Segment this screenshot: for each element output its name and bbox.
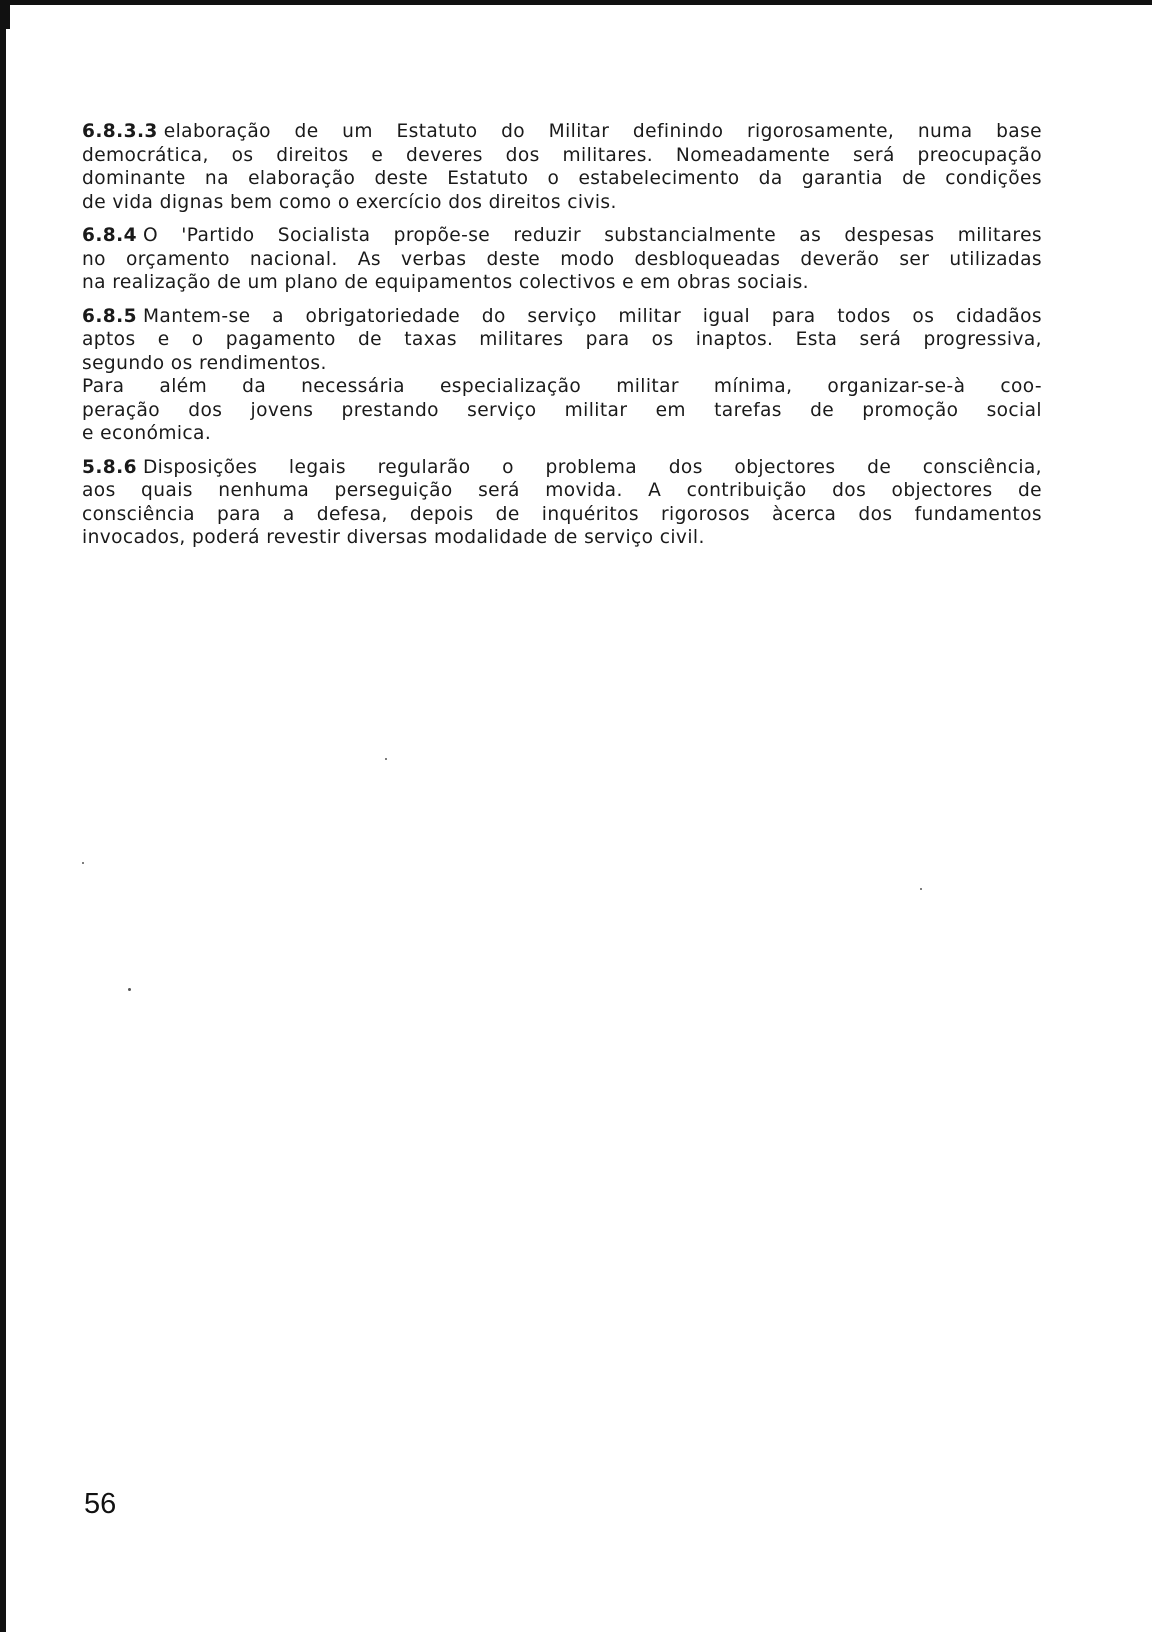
section-text-line: Mantem-se a obrigatoriedade do serviço militar igual para todos os cidadãos xyxy=(142,305,1042,327)
scan-speck xyxy=(128,988,131,991)
scan-speck xyxy=(920,888,922,890)
section-6-8-4 xyxy=(82,224,1042,295)
section-text-line: dominante na elaboração deste Estatuto o estabelecimento da garantia de condições xyxy=(82,168,1042,189)
section-text-line: invocados, poderá revestir diversas modalidade de serviço civil. xyxy=(82,527,705,548)
section-text-line: consciência para a defesa, depois de inquéritos rigorosos àcerca dos fundamentos xyxy=(82,503,1042,525)
section-text-line: aos quais nenhuma perseguição será movida. A contribuição dos objectores de xyxy=(82,480,1042,501)
scan-speck xyxy=(82,862,84,864)
section-number: 6.8.4 xyxy=(82,225,137,246)
section-number: 6.8.3.3 xyxy=(82,121,158,142)
section-text-line: e económica. xyxy=(82,423,212,444)
section-6-8-3-3 xyxy=(82,120,1042,214)
section-number: 6.8.5 xyxy=(82,305,137,327)
section-text-line: segundo os rendimentos. xyxy=(82,352,327,374)
document-body xyxy=(82,120,1042,560)
section-text-line: peração dos jovens prestando serviço militar em tarefas de promoção social xyxy=(82,399,1042,421)
section-6-8-5 xyxy=(82,305,1042,446)
section-number: 5.8.6 xyxy=(82,456,137,478)
section-text-line: democrática, os direitos e deveres dos militares. Nomeadamente será preocupação xyxy=(82,144,1042,166)
section-text-line: O 'Partido Socialista propõe-se reduzir substancialmente as despesas militares xyxy=(142,225,1042,246)
page-number: 56 xyxy=(84,1488,117,1520)
section-text-line: aptos e o pagamento de taxas militares para os inaptos. Esta será progressiva, xyxy=(82,329,1042,350)
section-text-line: elaboração de um Estatuto do Militar definindo rigorosamente, numa base xyxy=(163,121,1042,142)
section-text-line: Para além da necessária especialização militar mínima, organizar-se-à coo- xyxy=(82,376,1042,397)
section-text-line: na realização de um plano de equipamentos colectivos e em obras sociais. xyxy=(82,272,809,293)
section-text-line: de vida dignas bem como o exercício dos direitos civis. xyxy=(82,191,617,213)
scan-border-left xyxy=(0,0,6,1632)
section-5-8-6 xyxy=(82,456,1042,550)
section-text-line: Disposições legais regularão o problema dos objectores de consciência, xyxy=(142,456,1042,478)
section-text-line: no orçamento nacional. As verbas deste modo desbloqueadas deverão ser utilizadas xyxy=(82,248,1042,270)
scan-speck xyxy=(385,758,387,760)
scan-border-top xyxy=(0,0,1152,5)
